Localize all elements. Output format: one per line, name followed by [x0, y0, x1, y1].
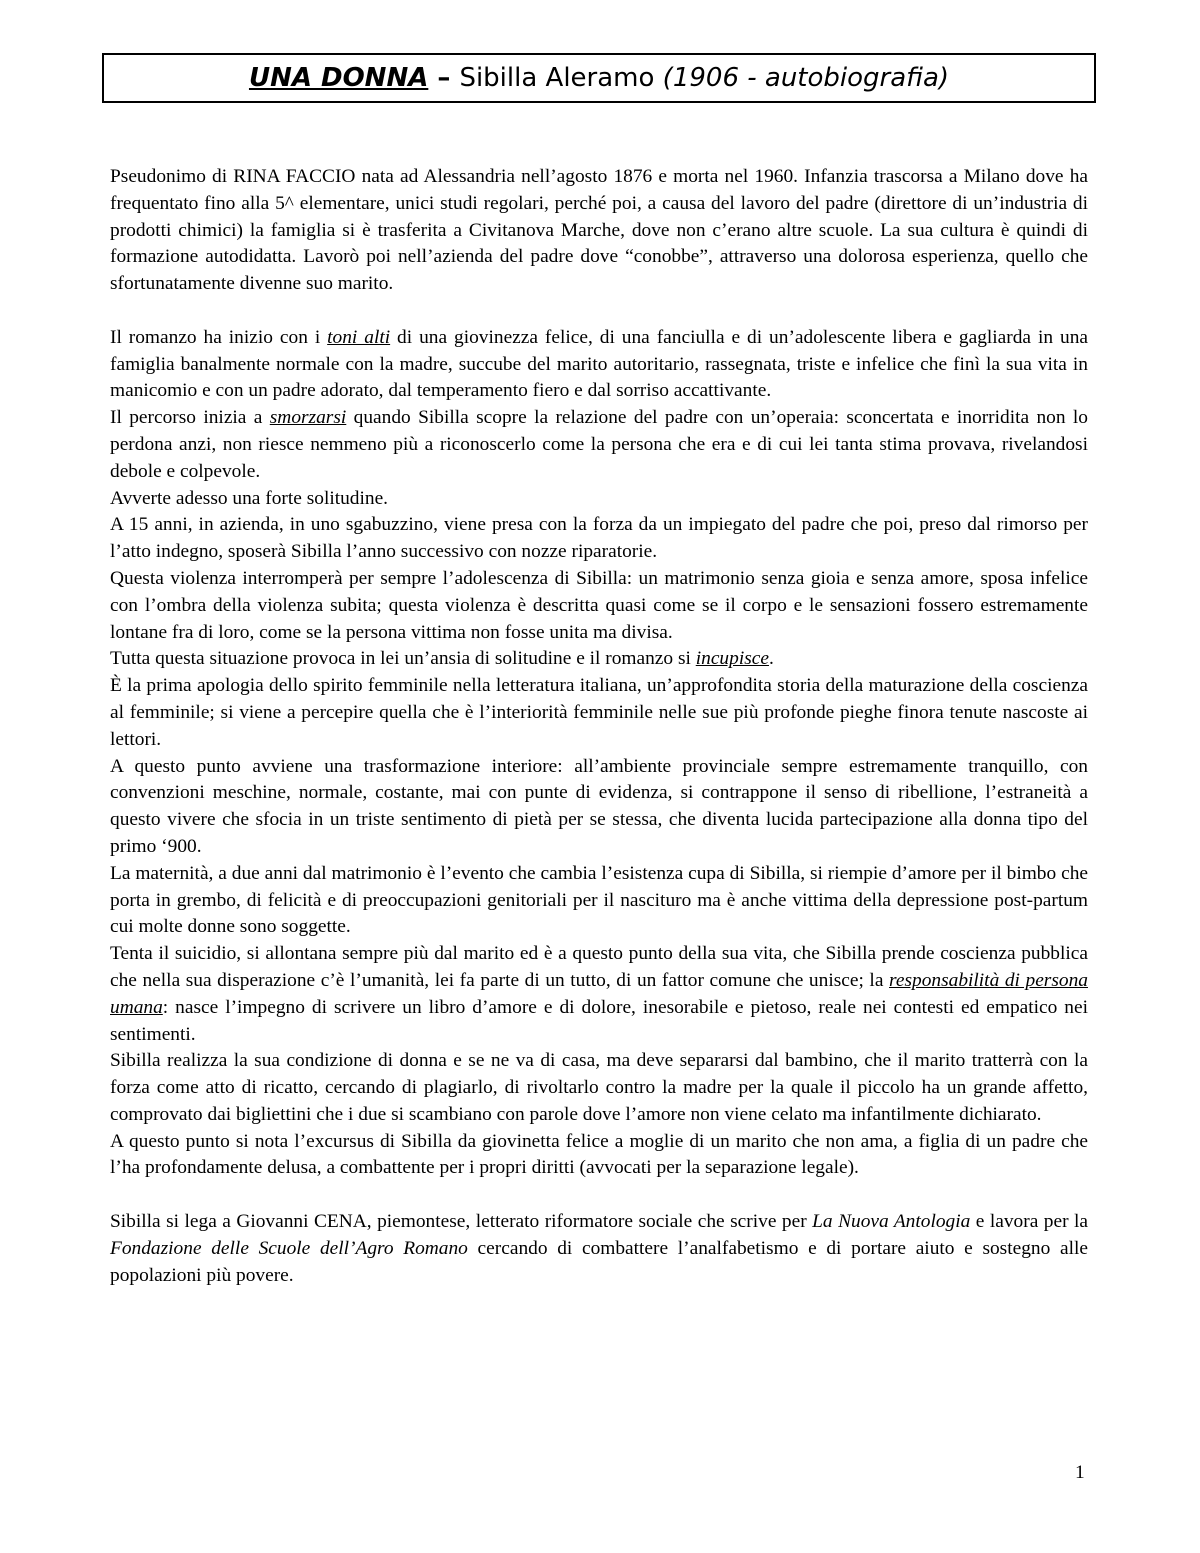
paragraph-text: Questa violenza interromperà per sempre l’adolescenza di Sibilla: un matrimonio senza gioia e senza amore, sposa infelice con l’ombra della violenza subita; questa violenza è descritta quasi come se il corpo e le sensazioni fossero estremamente lontane fra di loro, come se la persona vittima non fosse unita ma divisa.: [110, 567, 1088, 643]
paragraph-text: Avverte adesso una forte solitudine.: [110, 487, 389, 509]
document-title-box: [102, 53, 1096, 103]
author-name: Sibilla Aleramo: [459, 63, 655, 93]
paragraph: [110, 861, 1088, 941]
paragraph-text: Il percorso inizia a: [110, 407, 270, 429]
work-title: UNA DONNA: [248, 63, 429, 93]
paragraph-text: Tenta il suicidio, si allontana sempre più dal marito ed è a questo punto della sua vita, che Sibilla prende coscienza pubblica che nella sua disperazione c’è l’umanità, lei fa parte di un tutto, di un fattor comune che unisce; la: [110, 943, 1088, 991]
paragraph-text: A questo punto avviene una trasformazione interiore: all’ambiente provinciale sempre estremamente tranquillo, con convenzioni meschine, normale, costante, mai con punte di evidenza, si contrappone il senso di ribellione, l’estraneità a questo vivere che sfocia in un triste sentimento di pietà per se stessa, che diventa lucida partecipazione alla donna tipo del primo ‘900.: [110, 755, 1088, 857]
title-note: (1906 - autobiografia): [662, 63, 950, 93]
italic-title: La Nuova Antologia: [812, 1211, 971, 1233]
paragraph: [110, 1209, 1088, 1289]
paragraph: [110, 512, 1088, 566]
paragraph-text: Tutta questa situazione provoca in lei un’ansia di solitudine e il romanzo si: [110, 648, 696, 670]
paragraph-text: Sibilla realizza la sua condizione di donna e se ne va di casa, ma deve separarsi dal bambino, che il marito tratterrà con la forza come atto di ricatto, cercando di plagiarlo, di rivoltarlo contro la madre per la quale il piccolo ha un grande affetto, comprovato dai bigliettini che i due si scambiano con parole dove l’amore non viene celato ma infantilmente dichiarato.: [110, 1050, 1088, 1125]
paragraph-text: È la prima apologia dello spirito femminile nella letteratura italiana, un’approfondita storia della maturazione della coscienza al femminile; si viene a percepire quella che è l’interiorità femminile nelle sue più profonde pieghe finora tenute nascoste ai lettori.: [110, 675, 1088, 750]
paragraph-text: .: [768, 648, 774, 670]
page-number: 1: [1075, 1462, 1085, 1483]
paragraph-text: quando Sibilla scopre la relazione del padre con un’operaia: sconcertata e inorridita non lo perdona anzi, non riesce nemmeno più a riconoscerlo come la persona che era e di cui lei tanta stima provava, rivelandosi debole e colpevole.: [110, 407, 1089, 482]
emphasis-text: toni alti: [327, 326, 391, 348]
paragraph: [110, 754, 1088, 861]
paragraph: [110, 1048, 1088, 1128]
paragraph-text: e lavora per la: [970, 1211, 1089, 1233]
paragraph: [110, 405, 1088, 485]
paragraph-text: Il romanzo ha inizio con i: [110, 326, 328, 348]
paragraph-intro: [110, 164, 1088, 298]
emphasis-text: incupisce: [695, 648, 769, 670]
paragraph: [110, 941, 1088, 1048]
paragraph: [110, 1129, 1088, 1183]
paragraph-text: Sibilla si lega a Giovanni CENA, piemontese, letterato riformatore sociale che scrive per: [110, 1211, 813, 1233]
paragraph: [110, 646, 1088, 673]
emphasis-text: responsabilità di persona umana: [110, 969, 1088, 1018]
paragraph-text: : nasce l’impegno di scrivere un libro d’amore e di dolore, inesorabile e pietoso, reale nei contesti ed empatico nei sentimenti.: [110, 996, 1088, 1045]
paragraph: [110, 673, 1088, 753]
paragraph-text: A questo punto si nota l’excursus di Sibilla da giovinetta felice a moglie di un marito che non ama, a figlia di un padre che l’ha profondamente delusa, a combattente per i propri diritti (avvocati per la separazione legale).: [110, 1130, 1088, 1179]
paragraph: [110, 486, 1088, 513]
paragraph-text: La maternità, a due anni dal matrimonio è l’evento che cambia l’esistenza cupa di Sibilla, si riempie d’amore per il bimbo che porta in grembo, di felicità e di preoccupazioni genitoriali per il nascituro ma è anche vittima della depressione post-partum cui molte donne sono soggette.: [110, 862, 1088, 938]
paragraph-text: di una giovinezza felice, di una fanciulla e di un’adolescente libera e gagliarda in una famiglia banalmente normale con la madre, succube del marito autoritario, rassegnata, triste e infelice che finì la sua vita in manicomio e con un padre adorato, dal temperamento fiero e dal sorriso accattivante.: [110, 326, 1088, 402]
paragraph: [110, 566, 1088, 646]
document-body: [110, 164, 1088, 1289]
paragraph-text: Pseudonimo di RINA FACCIO nata ad Alessandria nell’agosto 1876 e morta nel 1960. Infanzia trascorsa a Milano dove ha frequentato fino alla 5^ elementare, unici studi regolari, perché poi, a causa del lavoro del padre (direttore di un’industria di prodotti chimici) la famiglia si è trasferita a Civitanova Marche, dove non c’erano altre scuole. La sua cultura è quindi di formazione autodidatta. Lavorò poi nell’azienda del padre dove “conobbe”, attraverso una dolorosa esperienza, quello che sfortunatamente divenne suo marito.: [110, 166, 1088, 295]
emphasis-text: smorzarsi: [269, 407, 347, 429]
paragraph: [110, 325, 1088, 405]
italic-title: Fondazione delle Scuole dell’Agro Romano: [110, 1237, 468, 1259]
title-separator: –: [428, 63, 460, 93]
paragraph-text: A 15 anni, in azienda, in uno sgabuzzino, viene presa con la forza da un impiegato del padre che poi, preso dal rimorso per l’atto indegno, sposerà Sibilla l’anno successivo con nozze riparatorie.: [110, 514, 1088, 563]
paragraph-text: cercando di combattere l’analfabetismo e di portare aiuto e sostegno alle popolazioni più povere.: [110, 1237, 1088, 1286]
